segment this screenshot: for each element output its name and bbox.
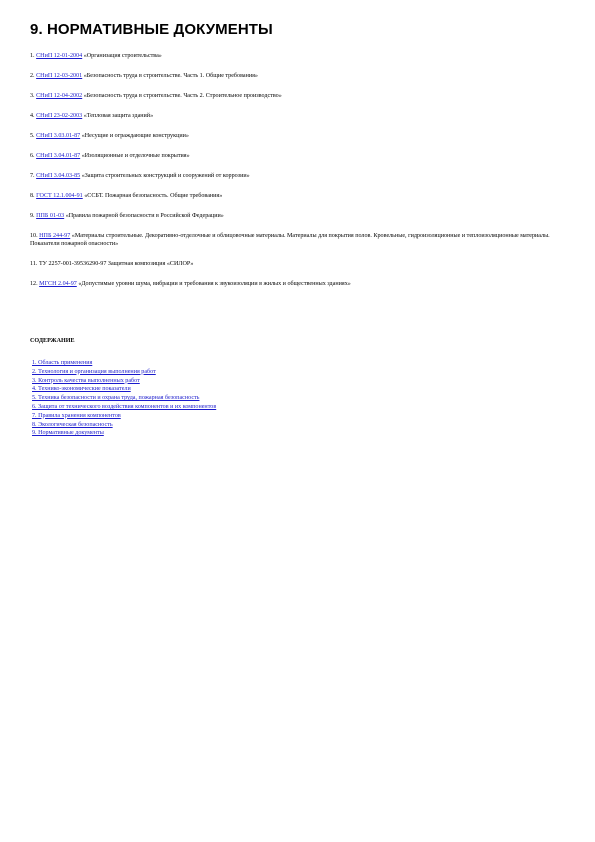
document-code-link[interactable]: СНиП 23-02-2003 xyxy=(36,113,83,119)
toc-link[interactable]: 6. Защита от технического воздействия компонентов и их компонентов xyxy=(32,403,217,410)
document-number: 3. xyxy=(30,93,35,99)
toc-link[interactable]: 3. Контроль качества выполненных работ xyxy=(32,377,140,384)
document-code-link[interactable]: СНиП 3.03.01-87 xyxy=(36,133,81,139)
toc-link[interactable]: 4. Технико-экономические показатели xyxy=(32,386,131,393)
document-number: 7. xyxy=(30,173,35,179)
document-number: 2. xyxy=(30,73,35,79)
toc-item xyxy=(32,394,216,403)
document-code-link[interactable]: МГСН 2.04-97 xyxy=(39,281,77,287)
document-item xyxy=(30,132,570,140)
document-code-link[interactable]: СНиП 12-03-2001 xyxy=(36,73,83,79)
document-title: «Несущие и ограждающие конструкции» xyxy=(81,133,189,139)
toc-item xyxy=(32,429,216,438)
normative-documents-list xyxy=(30,52,570,300)
document-code-link[interactable]: ППБ 01-03 xyxy=(36,213,65,219)
toc-item xyxy=(32,377,216,386)
document-title: «Изоляционные и отделочные покрытия» xyxy=(81,153,190,159)
document-number: 5. xyxy=(30,133,35,139)
document-code-link[interactable]: СНиП 3.04.03-85 xyxy=(36,173,81,179)
document-title: «Организация строительства» xyxy=(83,53,162,59)
document-code-link[interactable]: СНиП 12-04-2002 xyxy=(36,93,83,99)
document-item xyxy=(30,260,570,268)
toc-item xyxy=(32,368,216,377)
document-number: 9. xyxy=(30,213,35,219)
document-title: «Защита строительных конструкций и сооружений от коррозии» xyxy=(81,173,250,179)
document-item xyxy=(30,112,570,120)
document-title: «Допустимые уровни шума, вибрации и требования к звукоизоляции в жилых и общественных зданиях» xyxy=(78,281,351,287)
document-code-link[interactable]: ГОСТ 12.1.004-91 xyxy=(36,193,83,199)
document-number: 1. xyxy=(30,53,35,59)
document-number: 11. xyxy=(30,261,38,267)
document-number: 8. xyxy=(30,193,35,199)
document-title: «Безопасность труда в строительстве. Часть 2. Строительное производство» xyxy=(83,93,282,99)
document-number: 12. xyxy=(30,281,38,287)
document-title: «Материалы строительные. Декоративно-отделочные и облицовочные материалы. Материалы для покрытия полов. Кровельные, гидроизоляционные и теплоизоляционные материалы. Показатели пожарной опасности» xyxy=(30,233,550,247)
document-title: ТУ 2257-001-39536290-97 Защитная композиция «СИЛОР» xyxy=(38,261,194,267)
document-item xyxy=(30,92,570,100)
document-code-link[interactable]: СНиП 12-01-2004 xyxy=(36,53,83,59)
section-heading: 9. НОРМАТИВНЫЕ ДОКУМЕНТЫ xyxy=(30,21,273,38)
toc-item xyxy=(32,385,216,394)
toc-link[interactable]: 2. Технология и организация выполнения работ xyxy=(32,368,156,375)
toc-link[interactable]: 8. Экологическая безопасность xyxy=(32,421,113,428)
document-code-link[interactable]: НПБ 244-97 xyxy=(39,233,71,239)
document-item xyxy=(30,52,570,60)
document-item xyxy=(30,192,570,200)
document-title: «ССБТ. Пожарная безопасность. Общие требования» xyxy=(84,193,223,199)
toc-link[interactable]: 9. Нормативные документы xyxy=(32,430,104,437)
toc-item xyxy=(32,412,216,421)
document-item xyxy=(30,232,570,248)
document-item xyxy=(30,172,570,180)
document-number: 4. xyxy=(30,113,35,119)
toc-link[interactable]: 5. Техника безопасности и охрана труда, пожарная безопасность xyxy=(32,395,200,402)
toc-title: СОДЕРЖАНИЕ xyxy=(30,338,75,344)
toc-item xyxy=(32,359,216,368)
document-number: 6. xyxy=(30,153,35,159)
document-number: 10. xyxy=(30,233,38,239)
toc-link[interactable]: 7. Правила хранения компонентов xyxy=(32,412,121,419)
toc-item xyxy=(32,403,216,412)
document-item xyxy=(30,280,570,288)
toc-link[interactable]: 1. Область применения xyxy=(32,360,93,366)
document-title: «Безопасность труда в строительстве. Часть 1. Общие требования» xyxy=(83,73,258,79)
document-code-link[interactable]: СНиП 3.04.01-87 xyxy=(36,153,81,159)
table-of-contents xyxy=(32,359,216,438)
document-title: «Тепловая защита зданий» xyxy=(83,113,154,119)
toc-item xyxy=(32,421,216,430)
document-title: «Правила пожарной безопасности в Российской Федерации» xyxy=(65,213,224,219)
document-item xyxy=(30,152,570,160)
document-item xyxy=(30,72,570,80)
document-item xyxy=(30,212,570,220)
